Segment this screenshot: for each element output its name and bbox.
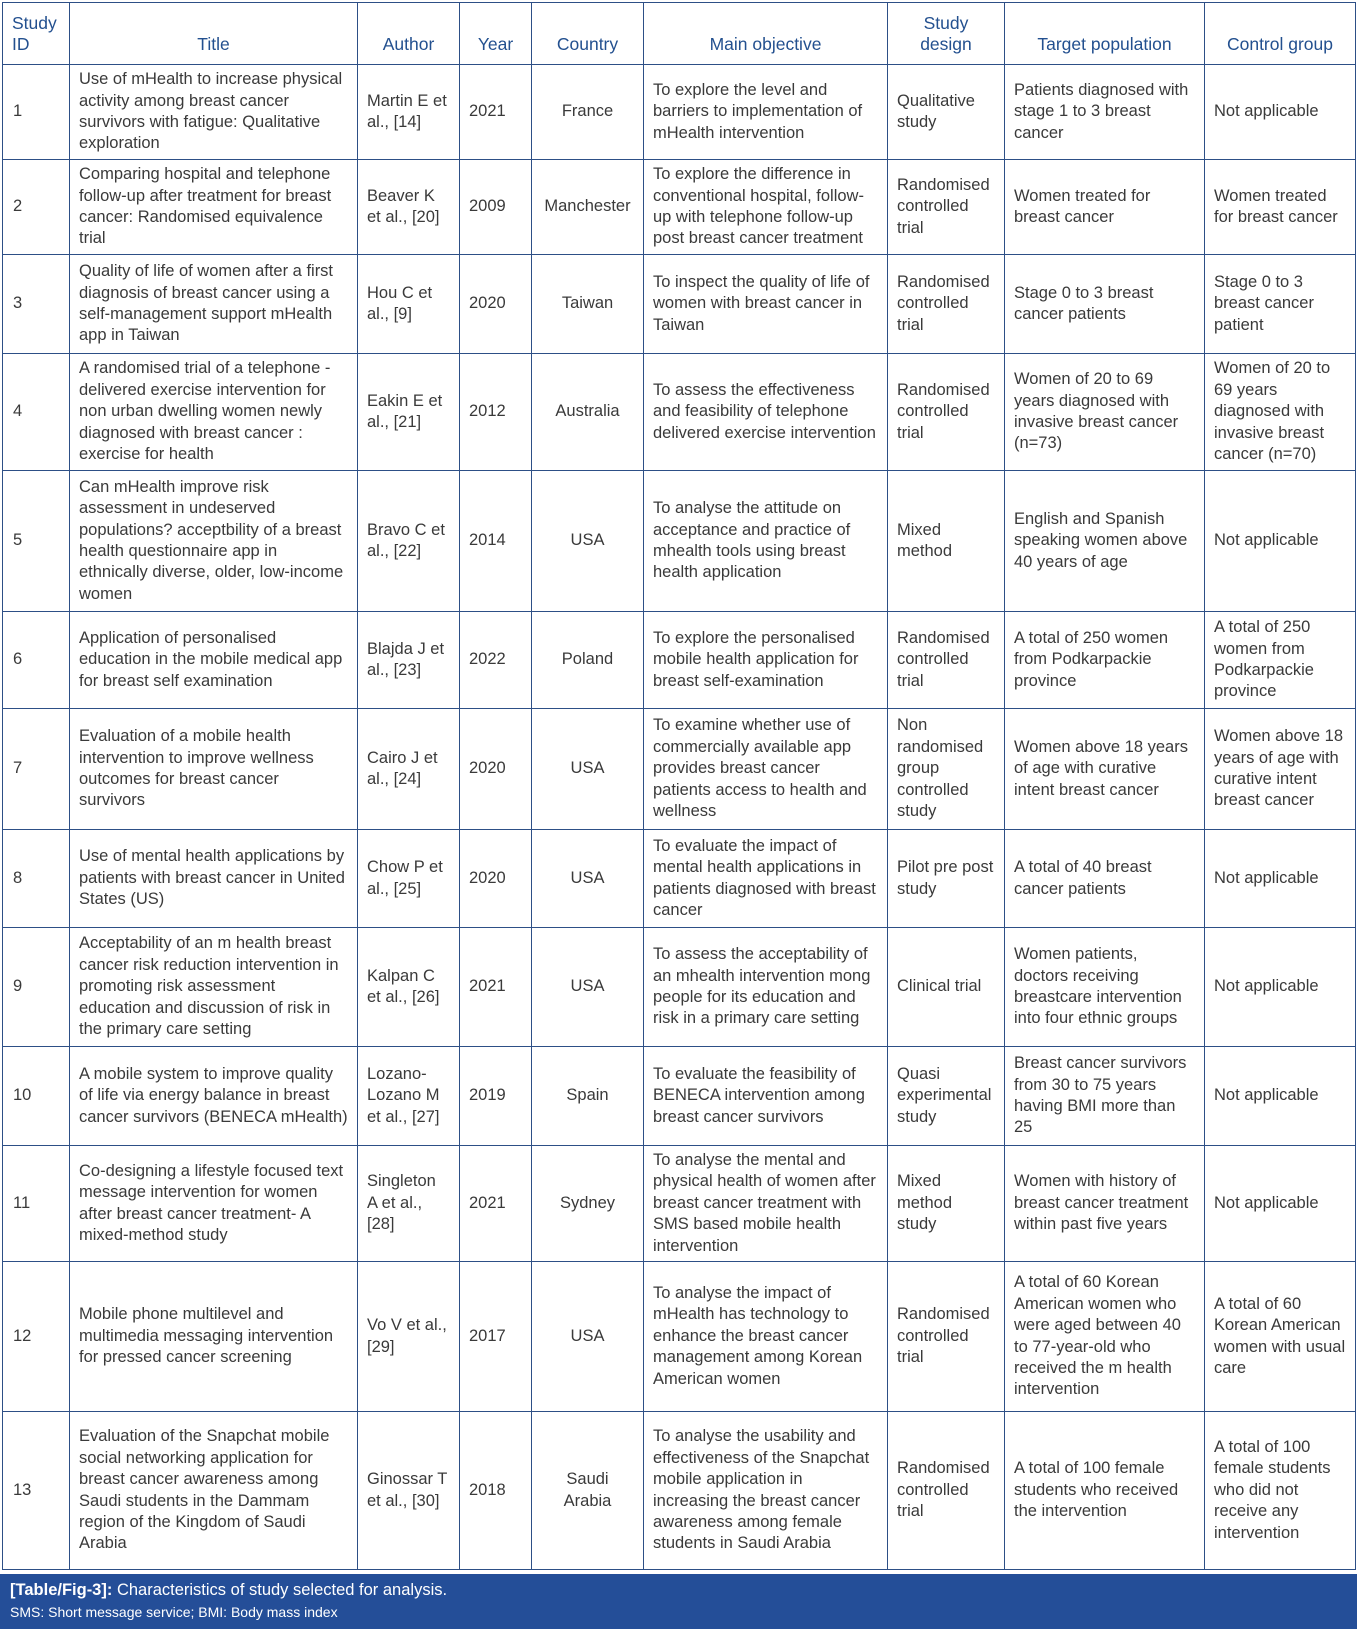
cell-author: Hou C et al., [9] [358,255,460,354]
table-body [3,65,1356,1570]
header-control-group: Control group [1205,3,1356,65]
cell-year: 2014 [460,471,532,612]
cell-country: Poland [532,612,644,709]
cell-target-population: Breast cancer survivors from 30 to 75 years having BMI more than 25 [1005,1047,1205,1146]
cell-study-id: 6 [3,612,70,709]
cell-study-id: 10 [3,1047,70,1146]
cell-country: Australia [532,354,644,471]
cell-control-group: A total of 60 Korean American women with usual care [1205,1262,1356,1412]
cell-country: Manchester [532,160,644,255]
cell-country: Spain [532,1047,644,1146]
table-row [3,612,1356,709]
cell-author: Singleton A et al., [28] [358,1146,460,1262]
cell-study-design: Mixed method [888,471,1005,612]
cell-year: 2009 [460,160,532,255]
table-row [3,65,1356,160]
table-row [3,1047,1356,1146]
cell-title: Application of personalised education in the mobile medical app for breast self examination [70,612,358,709]
header-main-objective: Main objective [644,3,888,65]
cell-main-objective: To evaluate the impact of mental health applications in patients diagnosed with breast cancer [644,830,888,928]
header-year: Year [460,3,532,65]
cell-study-id: 11 [3,1146,70,1262]
cell-study-design: Randomised controlled trial [888,354,1005,471]
cell-year: 2021 [460,65,532,160]
cell-control-group: Not applicable [1205,928,1356,1047]
cell-study-design: Quasi experimental study [888,1047,1005,1146]
cell-country: France [532,65,644,160]
cell-target-population: Stage 0 to 3 breast cancer patients [1005,255,1205,354]
cell-main-objective: To analyse the attitude on acceptance and practice of mhealth tools using breast health application [644,471,888,612]
cell-main-objective: To analyse the impact of mHealth has technology to enhance the breast cancer management among Korean American women [644,1262,888,1412]
cell-study-id: 5 [3,471,70,612]
cell-author: Beaver K et al., [20] [358,160,460,255]
cell-year: 2021 [460,1146,532,1262]
cell-author: Ginossar T et al., [30] [358,1412,460,1570]
caption-footnote: SMS: Short message service; BMI: Body mass index [10,1604,338,1620]
cell-title: Evaluation of the Snapchat mobile social networking application for breast cancer awareness among Saudi students in the Dammam region of the Kingdom of Saudi Arabia [70,1412,358,1570]
cell-year: 2019 [460,1047,532,1146]
cell-target-population: English and Spanish speaking women above 40 years of age [1005,471,1205,612]
cell-target-population: Women above 18 years of age with curative intent breast cancer [1005,709,1205,830]
cell-study-id: 4 [3,354,70,471]
cell-author: Chow P et al., [25] [358,830,460,928]
cell-title: Use of mHealth to increase physical activity among breast cancer survivors with fatigue: Qualitative exploration [70,65,358,160]
cell-main-objective: To explore the difference in conventional hospital, follow-up with telephone follow-up post breast cancer treatment [644,160,888,255]
cell-title: Acceptability of an m health breast cancer risk reduction intervention in promoting risk assessment education and discussion of risk in the primary care setting [70,928,358,1047]
table-row [3,354,1356,471]
cell-study-design: Qualitative study [888,65,1005,160]
cell-country: USA [532,709,644,830]
cell-country: USA [532,928,644,1047]
table-row [3,160,1356,255]
caption-label: [Table/Fig-3]: [10,1581,113,1599]
cell-target-population: A total of 40 breast cancer patients [1005,830,1205,928]
cell-main-objective: To analyse the usability and effectiveness of the Snapchat mobile application in increasing the breast cancer awareness among female students in Saudi Arabia [644,1412,888,1570]
cell-control-group: A total of 250 women from Podkarpackie province [1205,612,1356,709]
cell-study-design: Mixed method study [888,1146,1005,1262]
cell-control-group: Not applicable [1205,1047,1356,1146]
cell-study-id: 12 [3,1262,70,1412]
cell-year: 2020 [460,830,532,928]
cell-control-group: Not applicable [1205,65,1356,160]
cell-control-group: Not applicable [1205,471,1356,612]
cell-title: Can mHealth improve risk assessment in undeserved populations? acceptbility of a breast health questionnaire app in ethnically diverse, older, low-income women [70,471,358,612]
cell-target-population: A total of 100 female students who received the intervention [1005,1412,1205,1570]
cell-title: Quality of life of women after a first diagnosis of breast cancer using a self-management support mHealth app in Taiwan [70,255,358,354]
cell-main-objective: To assess the acceptability of an mhealth intervention mong people for its education and risk in a primary care setting [644,928,888,1047]
cell-main-objective: To evaluate the feasibility of BENECA intervention among breast cancer survivors [644,1047,888,1146]
table-row [3,928,1356,1047]
cell-year: 2012 [460,354,532,471]
cell-year: 2020 [460,709,532,830]
cell-target-population: Women of 20 to 69 years diagnosed with invasive breast cancer (n=73) [1005,354,1205,471]
cell-main-objective: To assess the effectiveness and feasibility of telephone delivered exercise intervention [644,354,888,471]
cell-author: Bravo C et al., [22] [358,471,460,612]
cell-study-id: 8 [3,830,70,928]
cell-country: Sydney [532,1146,644,1262]
cell-main-objective: To explore the level and barriers to implementation of mHealth intervention [644,65,888,160]
cell-target-population: Women treated for breast cancer [1005,160,1205,255]
cell-country: USA [532,830,644,928]
table-row [3,1262,1356,1412]
cell-control-group: Stage 0 to 3 breast cancer patient [1205,255,1356,354]
cell-author: Martin E et al., [14] [358,65,460,160]
table-row [3,1146,1356,1262]
cell-author: Blajda J et al., [23] [358,612,460,709]
study-characteristics-table [2,2,1356,1570]
cell-year: 2022 [460,612,532,709]
cell-country: USA [532,471,644,612]
cell-main-objective: To examine whether use of commercially available app provides breast cancer patients access to health and wellness [644,709,888,830]
header-country: Country [532,3,644,65]
study-characteristics-table-wrapper [2,2,1355,1570]
cell-study-id: 1 [3,65,70,160]
header-author: Author [358,3,460,65]
cell-study-design: Pilot pre post study [888,830,1005,928]
cell-study-design: Clinical trial [888,928,1005,1047]
cell-title: A mobile system to improve quality of life via energy balance in breast cancer survivors (BENECA mHealth) [70,1047,358,1146]
cell-author: Kalpan C et al., [26] [358,928,460,1047]
cell-title: Use of mental health applications by patients with breast cancer in United States (US) [70,830,358,928]
header-target-population: Target population [1005,3,1205,65]
cell-control-group: A total of 100 female students who did not receive any intervention [1205,1412,1356,1570]
cell-study-id: 3 [3,255,70,354]
cell-study-design: Randomised controlled trial [888,255,1005,354]
cell-study-design: Randomised controlled trial [888,612,1005,709]
cell-author: Lozano-Lozano M et al., [27] [358,1047,460,1146]
cell-author: Eakin E et al., [21] [358,354,460,471]
table-row [3,830,1356,928]
cell-study-id: 13 [3,1412,70,1570]
cell-target-population: Women with history of breast cancer treatment within past five years [1005,1146,1205,1262]
cell-study-id: 7 [3,709,70,830]
cell-study-id: 9 [3,928,70,1047]
cell-author: Vo V et al., [29] [358,1262,460,1412]
header-study-design: Study design [888,3,1005,65]
cell-main-objective: To explore the personalised mobile health application for breast self-examination [644,612,888,709]
cell-main-objective: To inspect the quality of life of women with breast cancer in Taiwan [644,255,888,354]
cell-control-group: Not applicable [1205,1146,1356,1262]
cell-target-population: A total of 250 women from Podkarpackie province [1005,612,1205,709]
cell-title: Co-designing a lifestyle focused text message intervention for women after breast cancer treatment- A mixed-method study [70,1146,358,1262]
header-row [3,3,1356,65]
cell-title: Mobile phone multilevel and multimedia messaging intervention for pressed cancer screening [70,1262,358,1412]
cell-control-group: Women treated for breast cancer [1205,160,1356,255]
cell-country: Saudi Arabia [532,1412,644,1570]
cell-study-design: Non randomised group controlled study [888,709,1005,830]
table-caption [0,1574,1357,1629]
cell-control-group: Women of 20 to 69 years diagnosed with invasive breast cancer (n=70) [1205,354,1356,471]
cell-year: 2021 [460,928,532,1047]
cell-author: Cairo J et al., [24] [358,709,460,830]
cell-title: Evaluation of a mobile health intervention to improve wellness outcomes for breast cancer survivors [70,709,358,830]
cell-title: A randomised trial of a telephone -delivered exercise intervention for non urban dwelling women newly diagnosed with breast cancer : exercise for health [70,354,358,471]
cell-title: Comparing hospital and telephone follow-up after treatment for breast cancer: Randomised equivalence trial [70,160,358,255]
cell-country: USA [532,1262,644,1412]
table-row [3,1412,1356,1570]
cell-year: 2020 [460,255,532,354]
cell-main-objective: To analyse the mental and physical health of women after breast cancer treatment with SMS based mobile health intervention [644,1146,888,1262]
caption-line [10,1580,1347,1601]
header-title: Title [70,3,358,65]
table-row [3,709,1356,830]
table-row [3,471,1356,612]
cell-control-group: Women above 18 years of age with curative intent breast cancer [1205,709,1356,830]
cell-country: Taiwan [532,255,644,354]
caption-text: Characteristics of study selected for analysis. [112,1581,448,1599]
cell-study-design: Randomised controlled trial [888,160,1005,255]
cell-study-design: Randomised controlled trial [888,1412,1005,1570]
cell-target-population: Patients diagnosed with stage 1 to 3 breast cancer [1005,65,1205,160]
header-study-id: Study ID [3,3,70,65]
cell-target-population: Women patients, doctors receiving breastcare intervention into four ethnic groups [1005,928,1205,1047]
cell-target-population: A total of 60 Korean American women who were aged between 40 to 77-year-old who received the m health intervention [1005,1262,1205,1412]
cell-control-group: Not applicable [1205,830,1356,928]
cell-year: 2018 [460,1412,532,1570]
cell-study-id: 2 [3,160,70,255]
cell-study-design: Randomised controlled trial [888,1262,1005,1412]
cell-year: 2017 [460,1262,532,1412]
table-row [3,255,1356,354]
